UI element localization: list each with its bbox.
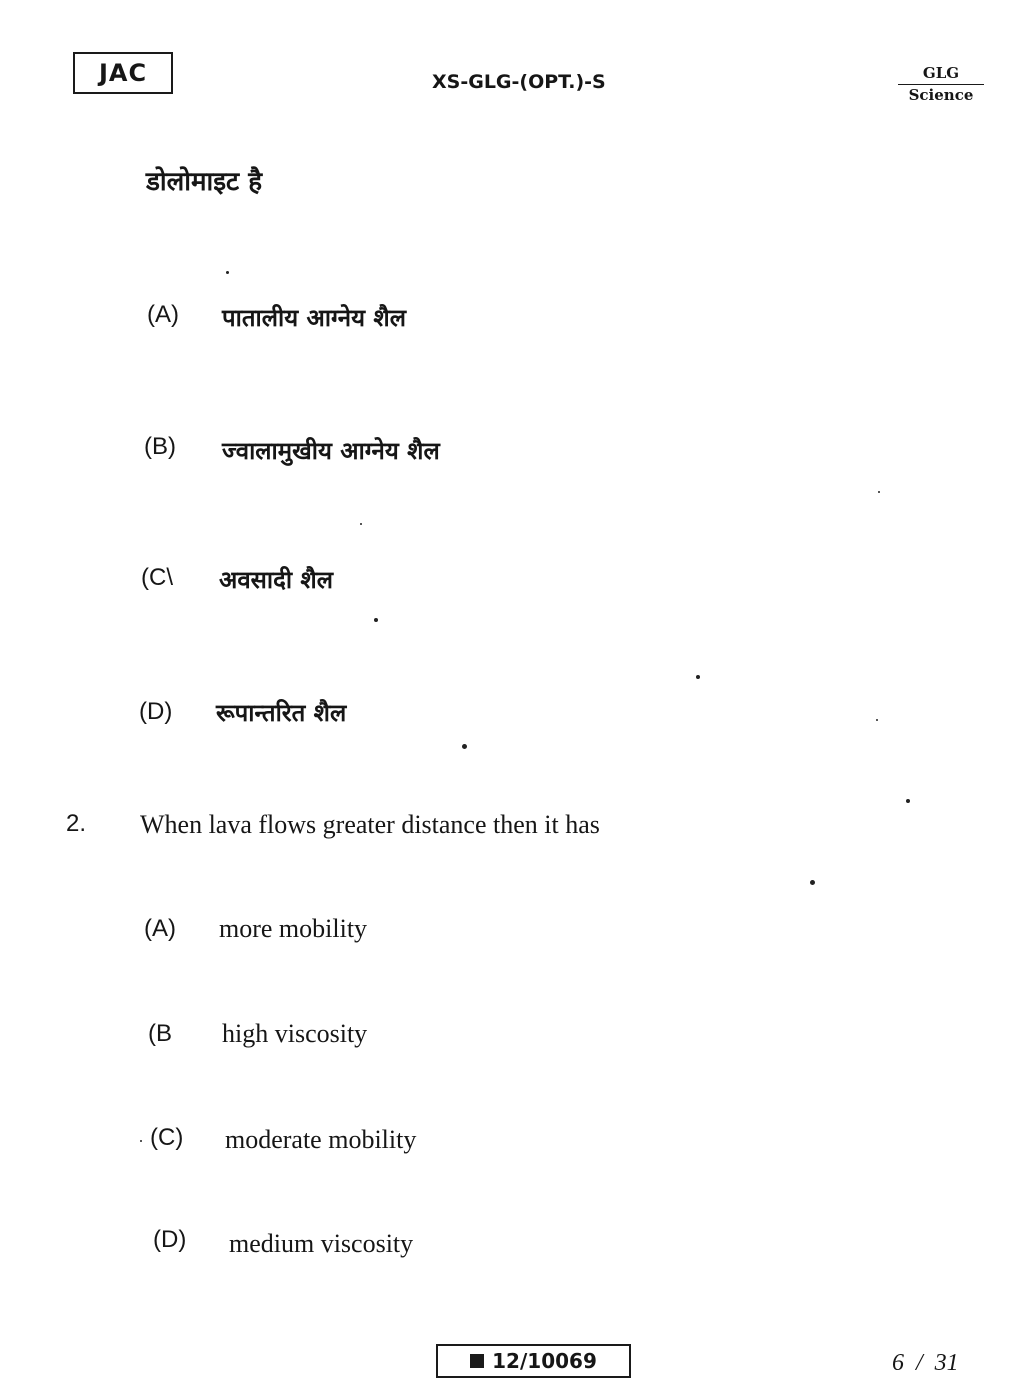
subject-code: GLG [898,64,984,85]
square-bullet-icon [470,1354,484,1368]
booklet-code-box [436,1344,631,1378]
q2-option-d-text: medium viscosity [229,1229,414,1258]
q1-option-b-text: ज्वालामुखीय आग्नेय शैल [222,437,440,465]
q1-option-c-text: अवसादी शैल [219,566,334,594]
q2-option-a-text: more mobility [219,914,368,943]
q1-option-b-label: (B) [144,433,176,460]
page-number: 6 / 31 [892,1350,959,1376]
scan-speck [696,675,700,679]
booklet-code: 12/10069 [492,1349,597,1373]
q1-option-c-label: (C\ [141,564,173,591]
q2-option-c-label: (C) [150,1124,184,1151]
board-logo-box [73,52,173,94]
scan-speck [906,799,910,803]
scan-speck [876,719,878,721]
q1-option-d-label: (D) [139,698,173,725]
q2-option-a-label: (A) [144,915,176,942]
q2-option-c-text: moderate mobility [225,1125,417,1154]
subject-name: Science [908,86,974,104]
board-label: JAC [98,59,148,87]
question-2-number: 2. [66,810,87,837]
q2-option-d-label: (D) [153,1226,187,1253]
q2-option-b-label: (B [148,1020,172,1047]
paper-code: XS-GLG-(OPT.)-S [432,71,606,93]
scan-speck [140,1140,142,1142]
scan-speck [810,880,815,885]
subject-block [898,64,984,104]
question-1-stem-tail: डोलोमाइट है [146,167,263,197]
scan-speck [360,523,362,525]
q1-option-a-label: (A) [147,301,179,328]
scan-speck [462,744,467,749]
q2-option-b-text: high viscosity [222,1019,368,1048]
q1-option-d-text: रूपान्तरित शैल [216,699,347,727]
scan-speck [226,271,229,274]
scan-speck [878,491,880,493]
q1-option-a-text: पातालीय आग्नेय शैल [222,304,406,332]
scan-speck [374,618,378,622]
question-2-text: When lava flows greater distance then it has [140,810,600,839]
